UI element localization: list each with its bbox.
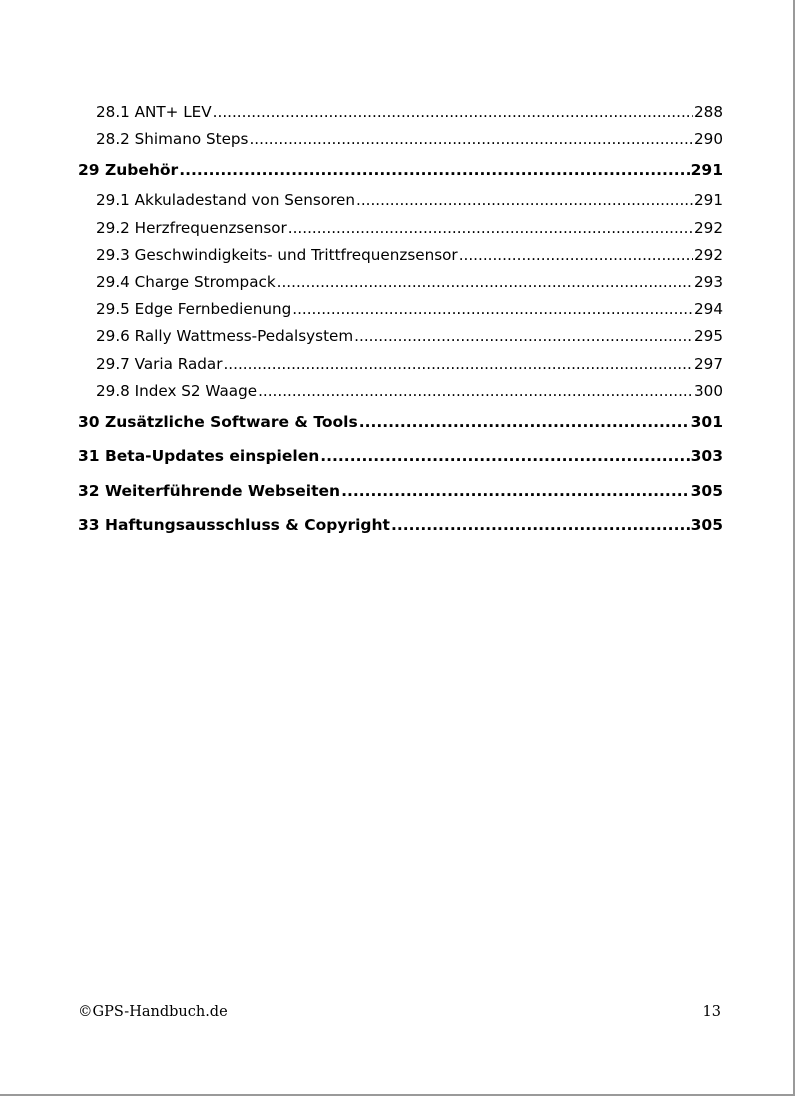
toc-chapter-title: 31 Beta-Updates einspielen xyxy=(78,447,320,466)
toc-chapter-title: 29 Zubehör xyxy=(78,160,179,179)
toc-entry-page: 293 xyxy=(694,273,723,292)
toc-entry-page: 288 xyxy=(694,102,723,121)
toc-entry-29-8[interactable] xyxy=(78,377,723,404)
toc-entry-title: 29.8 Index S2 Waage xyxy=(96,381,258,400)
toc-chapter-title: 33 Haftungsausschluss & Copyright xyxy=(78,516,390,535)
toc-entry-title: 28.1 ANT+ LEV xyxy=(96,102,212,121)
dot-leader xyxy=(179,161,689,179)
dot-leader xyxy=(258,382,693,400)
dot-leader xyxy=(341,482,690,500)
toc-chapter-33[interactable] xyxy=(78,508,723,543)
toc-entry-title: 29.2 Herzfrequenzsensor xyxy=(96,218,287,237)
toc-entry-29-7[interactable] xyxy=(78,350,723,377)
footer-copyright: ©GPS-Handbuch.de xyxy=(78,1004,228,1020)
dot-leader xyxy=(213,103,693,121)
toc-entry-29-6[interactable] xyxy=(78,323,723,350)
dot-leader xyxy=(391,516,690,534)
toc-chapter-page: 305 xyxy=(690,516,723,535)
toc-chapter-32[interactable] xyxy=(78,473,723,508)
toc-entry-29-3[interactable] xyxy=(78,241,723,268)
dot-leader xyxy=(223,355,693,373)
toc-chapter-page: 305 xyxy=(690,481,723,500)
toc-entry-28-2[interactable] xyxy=(78,125,723,152)
toc-chapter-30[interactable] xyxy=(78,404,723,439)
toc-chapter-31[interactable] xyxy=(78,439,723,474)
toc-entry-29-4[interactable] xyxy=(78,268,723,295)
toc-chapter-29[interactable] xyxy=(78,152,723,187)
toc-chapter-title: 32 Weiterführende Webseiten xyxy=(78,481,341,500)
footer-page-number: 13 xyxy=(702,1004,721,1020)
toc-entry-29-5[interactable] xyxy=(78,296,723,323)
dot-leader xyxy=(359,413,690,431)
toc-chapter-page: 303 xyxy=(690,447,723,466)
page-footer xyxy=(78,1004,721,1020)
dot-leader xyxy=(459,246,693,264)
toc-entry-page: 300 xyxy=(694,381,723,400)
toc-entry-title: 29.6 Rally Wattmess-Pedalsystem xyxy=(96,327,354,346)
toc-entry-page: 295 xyxy=(694,327,723,346)
dot-leader xyxy=(320,447,689,465)
toc-entry-page: 292 xyxy=(694,245,723,264)
toc-chapter-page: 301 xyxy=(690,412,723,431)
toc-entry-title: 29.5 Edge Fernbedienung xyxy=(96,300,292,319)
toc-entry-title: 29.7 Varia Radar xyxy=(96,354,223,373)
dot-leader xyxy=(354,327,693,345)
toc-chapter-title: 30 Zusätzliche Software & Tools xyxy=(78,412,358,431)
toc-entry-28-1[interactable] xyxy=(78,98,723,125)
toc-entry-page: 290 xyxy=(694,129,723,148)
toc-entry-29-2[interactable] xyxy=(78,214,723,241)
toc-entry-title: 29.1 Akkuladestand von Sensoren xyxy=(96,191,355,210)
table-of-contents xyxy=(78,98,723,542)
toc-entry-page: 297 xyxy=(694,354,723,373)
toc-chapter-page: 291 xyxy=(690,160,723,179)
dot-leader xyxy=(249,130,693,148)
toc-entry-page: 292 xyxy=(694,218,723,237)
dot-leader xyxy=(277,273,693,291)
dot-leader xyxy=(356,191,693,209)
toc-entry-page: 291 xyxy=(694,191,723,210)
toc-entry-title: 28.2 Shimano Steps xyxy=(96,129,249,148)
dot-leader xyxy=(292,300,693,318)
toc-entry-page: 294 xyxy=(694,300,723,319)
dot-leader xyxy=(288,219,693,237)
toc-entry-title: 29.4 Charge Strompack xyxy=(96,273,276,292)
toc-entry-title: 29.3 Geschwindigkeits- und Trittfrequenzsensor xyxy=(96,245,458,264)
toc-entry-29-1[interactable] xyxy=(78,187,723,214)
